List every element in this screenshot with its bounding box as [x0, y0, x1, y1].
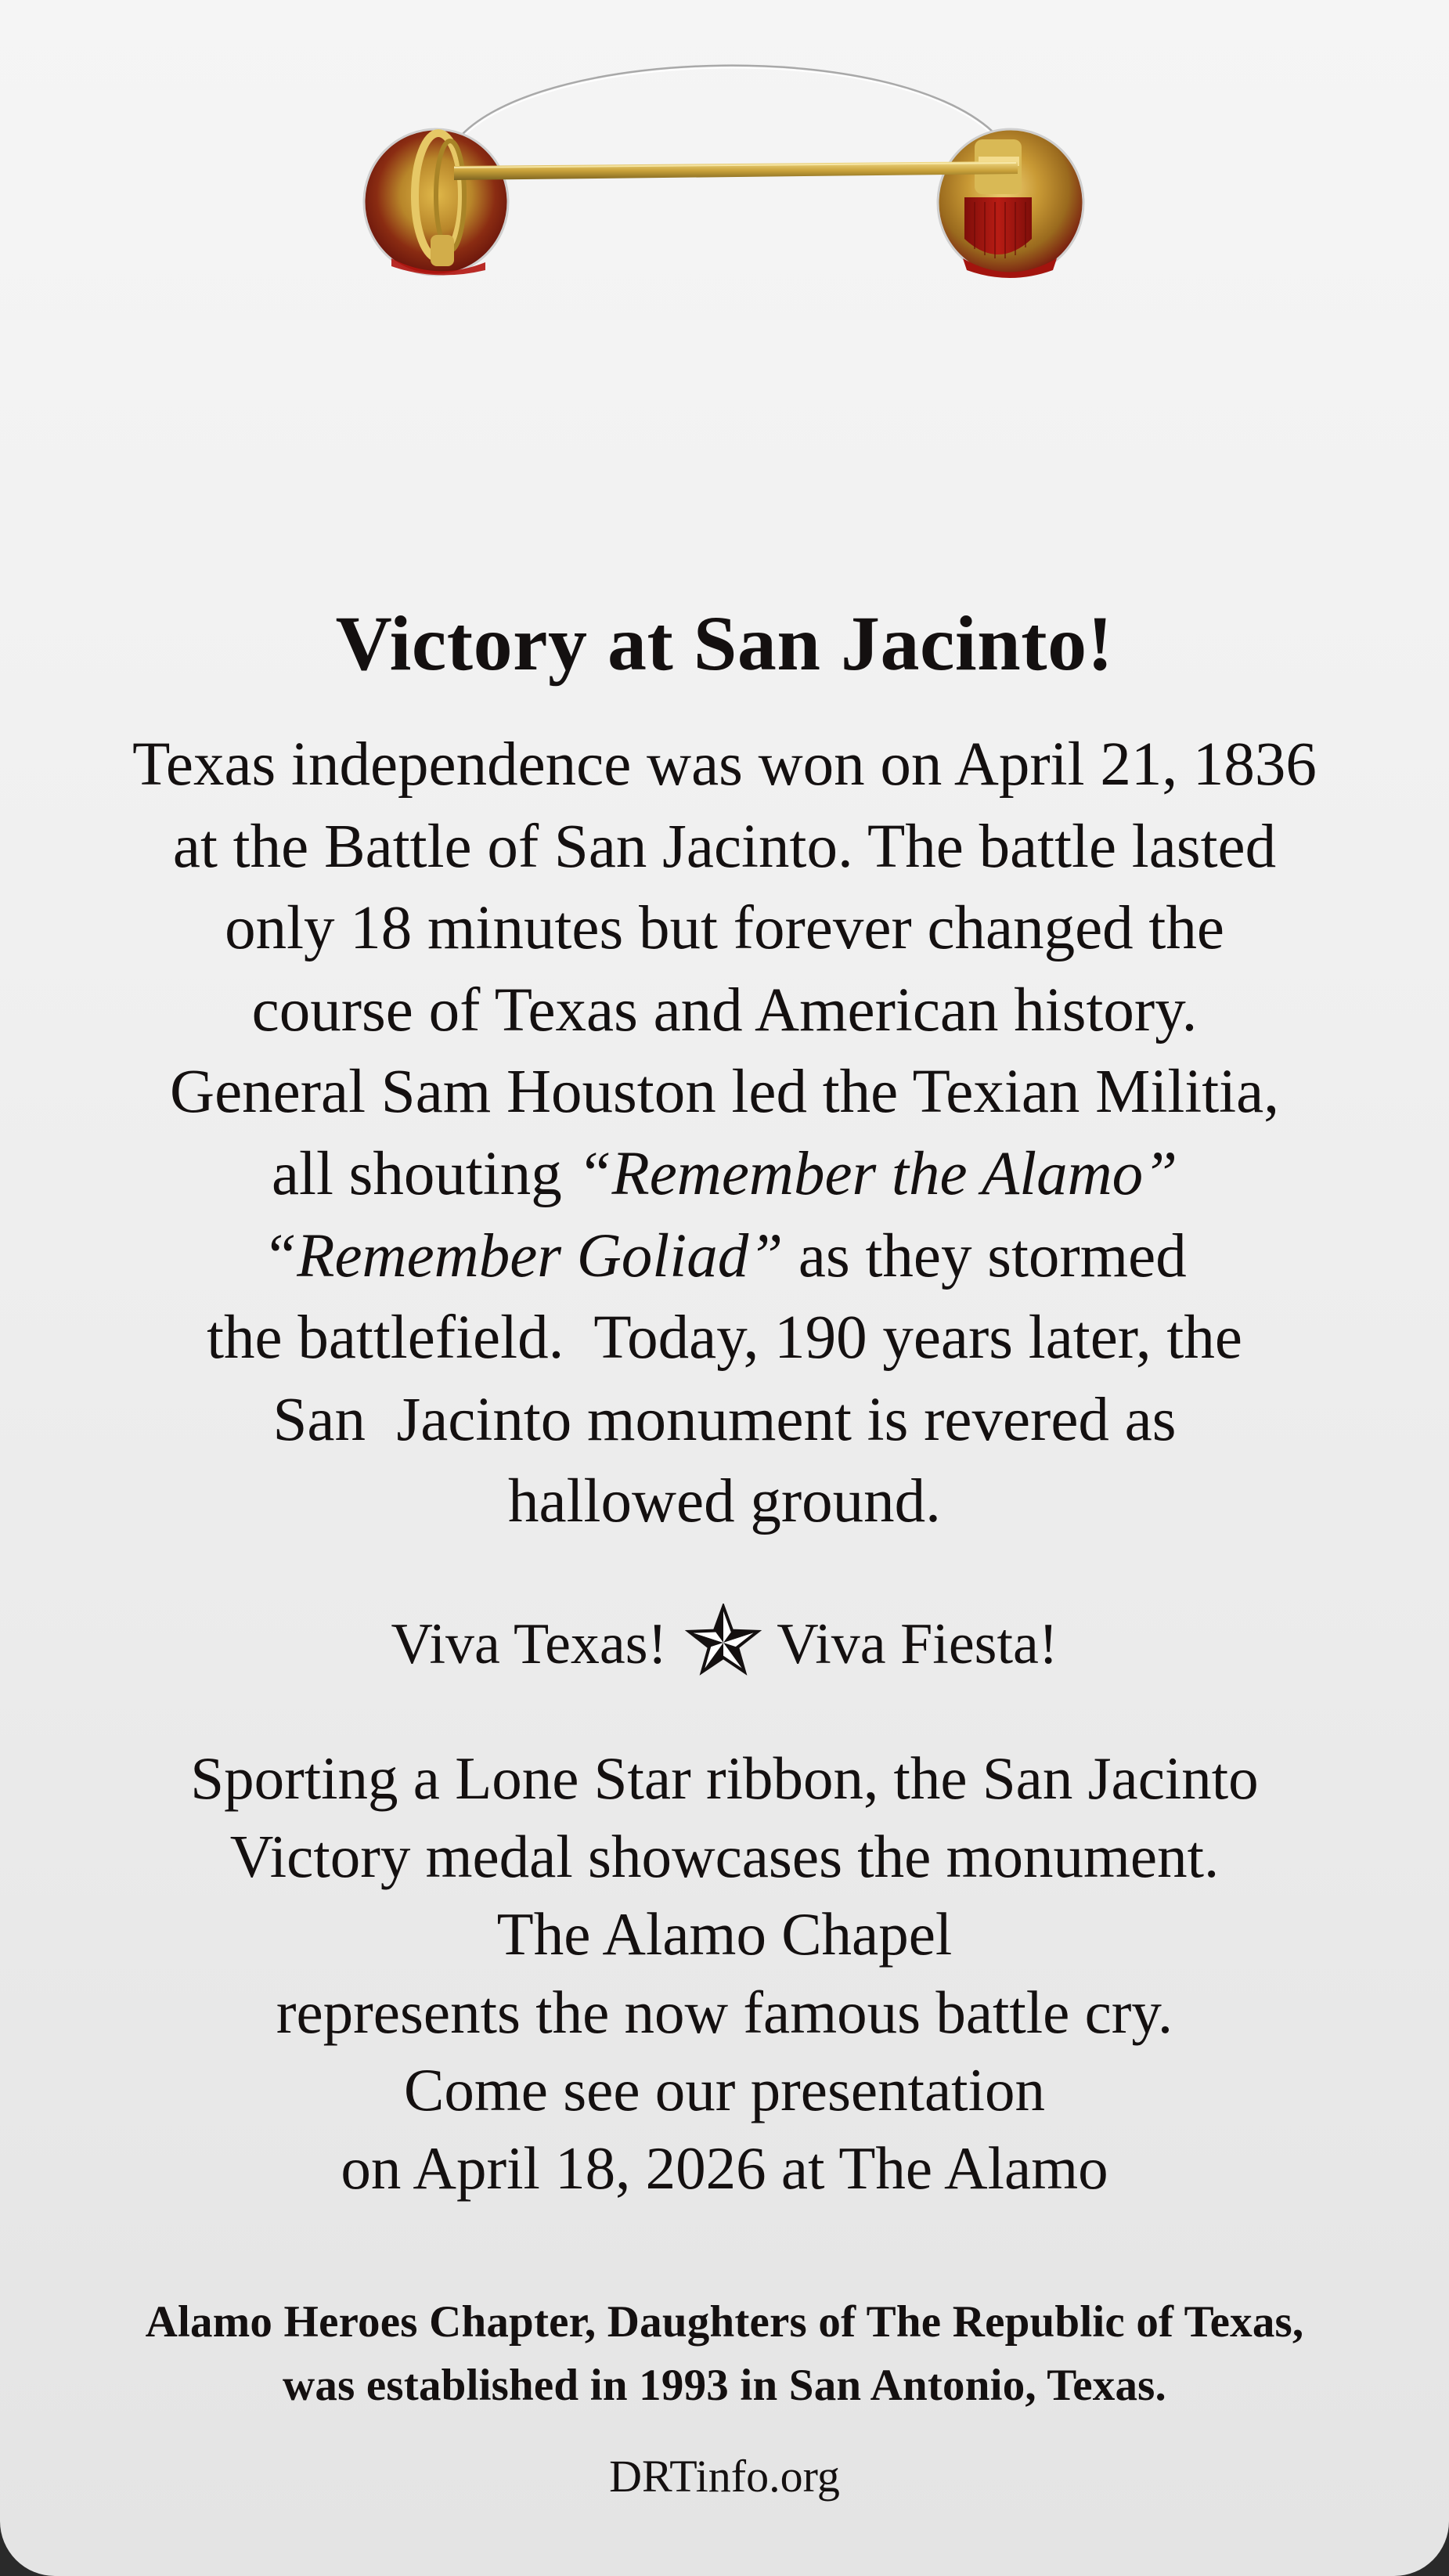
paragraph-line: [0, 1134, 1449, 1216]
footer-line: Alamo Heroes Chapter, Daughters of The Republic of Texas,: [145, 2297, 1304, 2347]
pin-back-icon: [0, 0, 1449, 313]
pin-clasp-area: [0, 0, 1449, 313]
paragraph-line: hallowed ground.: [508, 1467, 941, 1536]
footer-line: was established in 1993 in San Antonio, Texas.: [283, 2361, 1166, 2410]
viva-line: [0, 1605, 1449, 1683]
chapter-footer: [0, 2290, 1449, 2417]
paragraph-line: represents the now famous battle cry.: [276, 1978, 1173, 2046]
paragraph-line: course of Texas and American history.: [251, 976, 1198, 1044]
line-text: all shouting: [271, 1139, 578, 1208]
paragraph-line: only 18 minutes but forever changed the: [225, 894, 1224, 963]
paragraph-line: [0, 1216, 1449, 1298]
nautical-star-icon: [684, 1604, 762, 1682]
battle-cry-goliad: “Remember Goliad”: [262, 1221, 784, 1290]
paragraph-line: Texas independence was won on April 21, 1836: [132, 731, 1317, 799]
card-title: Victory at San Jacinto!: [335, 600, 1114, 687]
paragraph-line: at the Battle of San Jacinto. The battle lasted: [172, 812, 1277, 881]
viva-fiesta-text: Viva Fiesta!: [777, 1612, 1058, 1676]
paragraph-line: San Jacinto monument is revered as: [272, 1385, 1177, 1454]
website-link[interactable]: DRTinfo.org: [609, 2451, 840, 2502]
paragraph-line: on April 18, 2026 at The Alamo: [341, 2134, 1108, 2202]
paragraph-line: Sporting a Lone Star ribbon, the San Jacinto: [190, 1744, 1259, 1812]
paragraph-line: The Alamo Chapel: [496, 1900, 953, 1968]
viva-texas-text: Viva Texas!: [391, 1612, 668, 1676]
battle-cry-alamo: “Remember the Alamo”: [577, 1139, 1178, 1208]
history-paragraph: [0, 724, 1449, 1543]
paragraph-line: Victory medal showcases the monument.: [229, 1822, 1220, 1890]
line-text: as they stormed: [783, 1221, 1187, 1290]
paragraph-line: Come see our presentation: [404, 2056, 1045, 2124]
medal-paragraph: [0, 1740, 1449, 2208]
paragraph-line: the battlefield. Today, 190 years later, the: [207, 1304, 1242, 1373]
paragraph-line: General Sam Houston led the Texian Militia,: [170, 1058, 1279, 1127]
